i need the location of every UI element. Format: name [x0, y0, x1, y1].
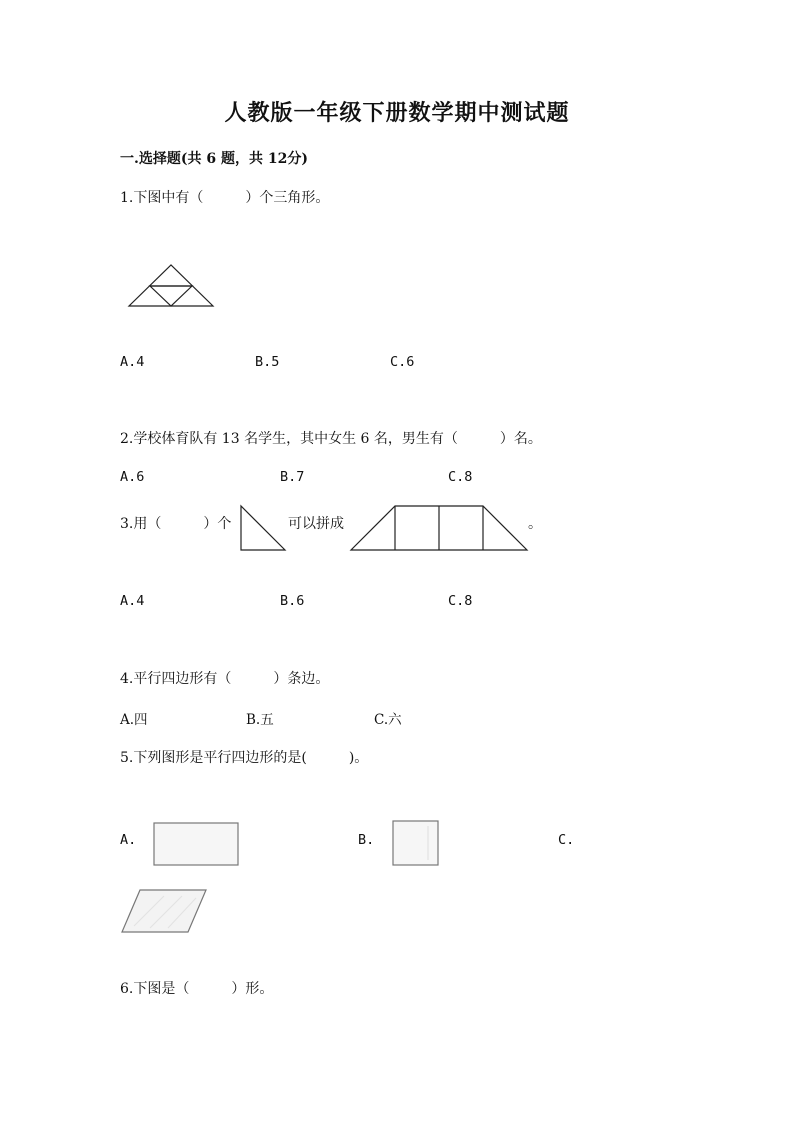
question-3-right-triangle-figure: [240, 505, 286, 551]
question-5-parallelogram-figure: [120, 888, 208, 934]
question-2-option-c[interactable]: C.8: [448, 469, 473, 485]
question-1-triangle-figure: [128, 264, 214, 308]
question-4-option-b[interactable]: B.五: [246, 712, 274, 728]
question-3-option-b[interactable]: B.6: [280, 593, 305, 609]
question-5-stem: 5.下列图形是平行四边形的是( )。: [120, 750, 369, 766]
question-5-square-figure: [392, 820, 440, 866]
question-2-option-b[interactable]: B.7: [280, 469, 305, 485]
question-1-stem: 1.下图中有（ ）个三角形。: [120, 190, 330, 206]
question-5-rectangle-figure: [153, 822, 239, 866]
question-2-option-a[interactable]: A.6: [120, 469, 145, 485]
section-heading: 一.选择题(共 6 题，共 12分): [120, 151, 308, 167]
question-3-trapezoid-figure: [350, 505, 528, 551]
question-3-stem-end: 。: [528, 516, 542, 532]
question-5-option-a[interactable]: A.: [120, 832, 137, 848]
page-title: 人教版一年级下册数学期中测试题: [224, 100, 570, 126]
question-4-stem: 4.平行四边形有（ ）条边。: [120, 671, 330, 687]
question-5-option-c[interactable]: C.: [558, 832, 575, 848]
question-3-stem-middle: 可以拼成: [288, 516, 344, 532]
question-5-option-b[interactable]: B.: [358, 832, 375, 848]
question-6-stem: 6.下图是（ ）形。: [120, 981, 274, 997]
question-3-stem-start: 3.用（ ）个: [120, 516, 232, 532]
question-4-option-c[interactable]: C.六: [374, 712, 402, 728]
question-1-option-c[interactable]: C.6: [390, 354, 415, 370]
question-1-option-b[interactable]: B.5: [255, 354, 280, 370]
question-4-option-a[interactable]: A.四: [120, 712, 148, 728]
question-2-stem: 2.学校体育队有 13 名学生，其中女生 6 名，男生有（ ）名。: [120, 431, 542, 447]
question-1-option-a[interactable]: A.4: [120, 354, 145, 370]
question-3-option-a[interactable]: A.4: [120, 593, 145, 609]
question-3-option-c[interactable]: C.8: [448, 593, 473, 609]
